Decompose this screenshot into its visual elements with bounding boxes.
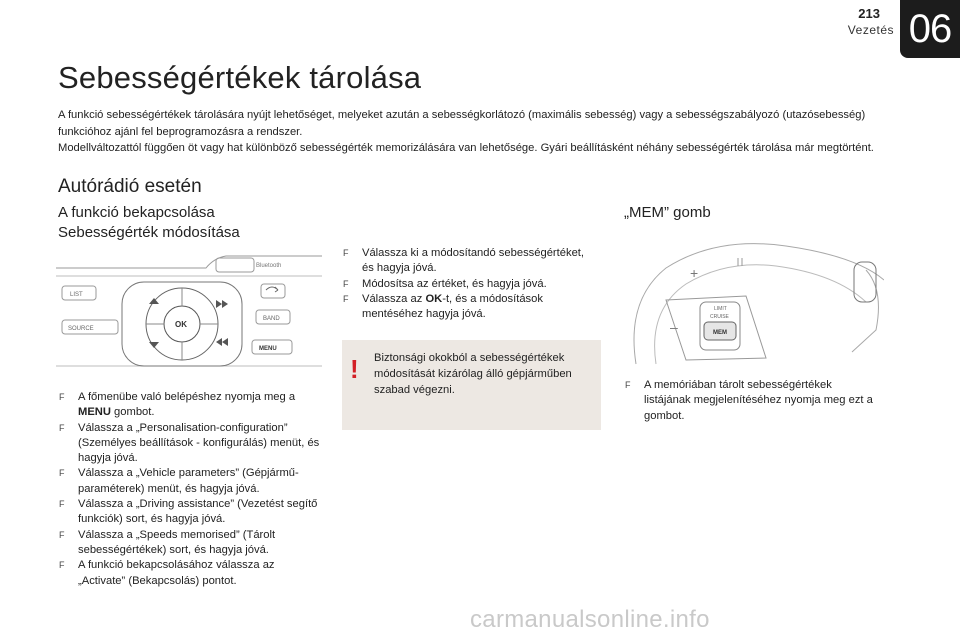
- step-item: [342, 277, 587, 292]
- step-bold: OK: [425, 292, 443, 305]
- intro-paragraph-1: A funkció sebességértékek tárolására nyújt lehetőséget, melyeket azután a sebességkorlátozó (maximális sebesség) vagy a sebességszabályozó (utazósebesség) funkcióhoz ajánl fel beprogramozásra a rendszer.: [58, 109, 866, 138]
- radio-panel-illustration: [56, 248, 322, 372]
- step-text-end: gombot.: [110, 406, 155, 419]
- step-text: Válassza a „Personalisation-configuration” (Személyes beállítások - konfigurálás) menüt, és hagyja jóvá.: [78, 421, 320, 465]
- step-item: [58, 421, 320, 467]
- watermark: carmanualsonline.info: [470, 606, 710, 633]
- bullet-icon: F: [59, 499, 65, 510]
- sub-heading-mem: „MEM” gomb: [624, 204, 711, 221]
- bullet-icon: F: [343, 248, 349, 258]
- intro-paragraph-2: Modellváltozattól függően öt vagy hat különböző sebességérték memorizálására van lehetősége. Gyári beállításként néhány sebességérték tárolása már megtörtént.: [58, 142, 874, 154]
- sub-heading-activation: A funkció bekapcsolása: [58, 204, 215, 221]
- step-item: [58, 497, 320, 528]
- step-item: [58, 466, 320, 497]
- step-text-end: -t, és a módosítások mentéséhez hagyja jóvá.: [362, 292, 543, 321]
- step-text: Válassza ki a módosítandó sebességértéket, és hagyja jóvá.: [362, 247, 585, 275]
- step-item: [58, 558, 320, 589]
- bullet-icon: F: [343, 278, 349, 289]
- radio-label-source: SOURCE: [68, 326, 94, 332]
- wheel-label-cruise: CRUISE: [710, 314, 729, 320]
- sub-heading-modify: Sebességérték módosítása: [58, 224, 240, 241]
- radio-label-bluetooth: Bluetooth: [256, 263, 282, 269]
- step-text: Válassza a „Speeds memorised” (Tárolt sebességértékek) sort, és hagyja jóvá.: [78, 528, 276, 556]
- steering-wheel-illustration: [626, 240, 884, 366]
- bullet-icon: F: [59, 529, 65, 540]
- warning-text: Biztonsági okokból a sebességértékek módosítását kizárólag álló gépjárműben szabad végezni.: [374, 352, 572, 396]
- modify-steps: [342, 246, 587, 322]
- step-item: [624, 378, 874, 424]
- wheel-label-plus: +: [690, 265, 699, 281]
- step-text: A funkció bekapcsolásához válassza az „Activate” (Bekapcsolás) pontot.: [78, 559, 275, 587]
- step-bold: MENU: [78, 406, 111, 419]
- step-item: [342, 292, 587, 323]
- radio-label-menu: MENU: [259, 346, 277, 352]
- step-text: Módosítsa az értéket, és hagyja jóvá.: [362, 277, 547, 290]
- page-number: 213: [858, 6, 880, 21]
- step-item: [58, 390, 320, 421]
- step-text: Válassza az: [362, 292, 426, 305]
- chapter-tab: 06: [900, 0, 960, 58]
- radio-label-band: BAND: [263, 316, 280, 322]
- step-text: Válassza a „Vehicle parameters” (Gépjármű-paraméterek) menüt, és hagyja jóvá.: [78, 467, 299, 495]
- bullet-icon: F: [59, 392, 65, 402]
- step-text: Válassza a „Driving assistance” (Vezetést segítő funkciók) sort, és hagyja jóvá.: [78, 498, 318, 526]
- section-name: Vezetés: [847, 23, 894, 37]
- activation-steps: [58, 390, 320, 589]
- wheel-label-limit: LIMIT: [714, 306, 727, 312]
- bullet-icon: F: [625, 380, 631, 390]
- back-icon: [266, 287, 278, 292]
- bullet-icon: F: [343, 293, 349, 304]
- section-heading: Autórádió esetén: [58, 176, 202, 197]
- bullet-icon: F: [59, 422, 65, 433]
- page-title: Sebességértékek tárolása: [58, 60, 422, 95]
- intro-text: [58, 107, 898, 157]
- pause-icon: [738, 258, 742, 266]
- step-item: [58, 528, 320, 559]
- warning-icon: !: [350, 354, 359, 384]
- radio-label-list: LIST: [70, 292, 83, 298]
- bullet-icon: F: [59, 468, 65, 479]
- wheel-label-mem: MEM: [713, 330, 727, 336]
- step-item: [342, 246, 587, 277]
- radio-label-ok: OK: [175, 320, 187, 329]
- step-text: A memóriában tárolt sebességértékek listájának megjelenítéséhez nyomja meg ezt a gombot.: [644, 379, 873, 422]
- mem-steps: [624, 378, 874, 424]
- bullet-icon: F: [59, 560, 65, 571]
- step-text: A főmenübe való belépéshez nyomja meg a: [78, 391, 296, 403]
- wheel-label-minus: –: [670, 319, 678, 335]
